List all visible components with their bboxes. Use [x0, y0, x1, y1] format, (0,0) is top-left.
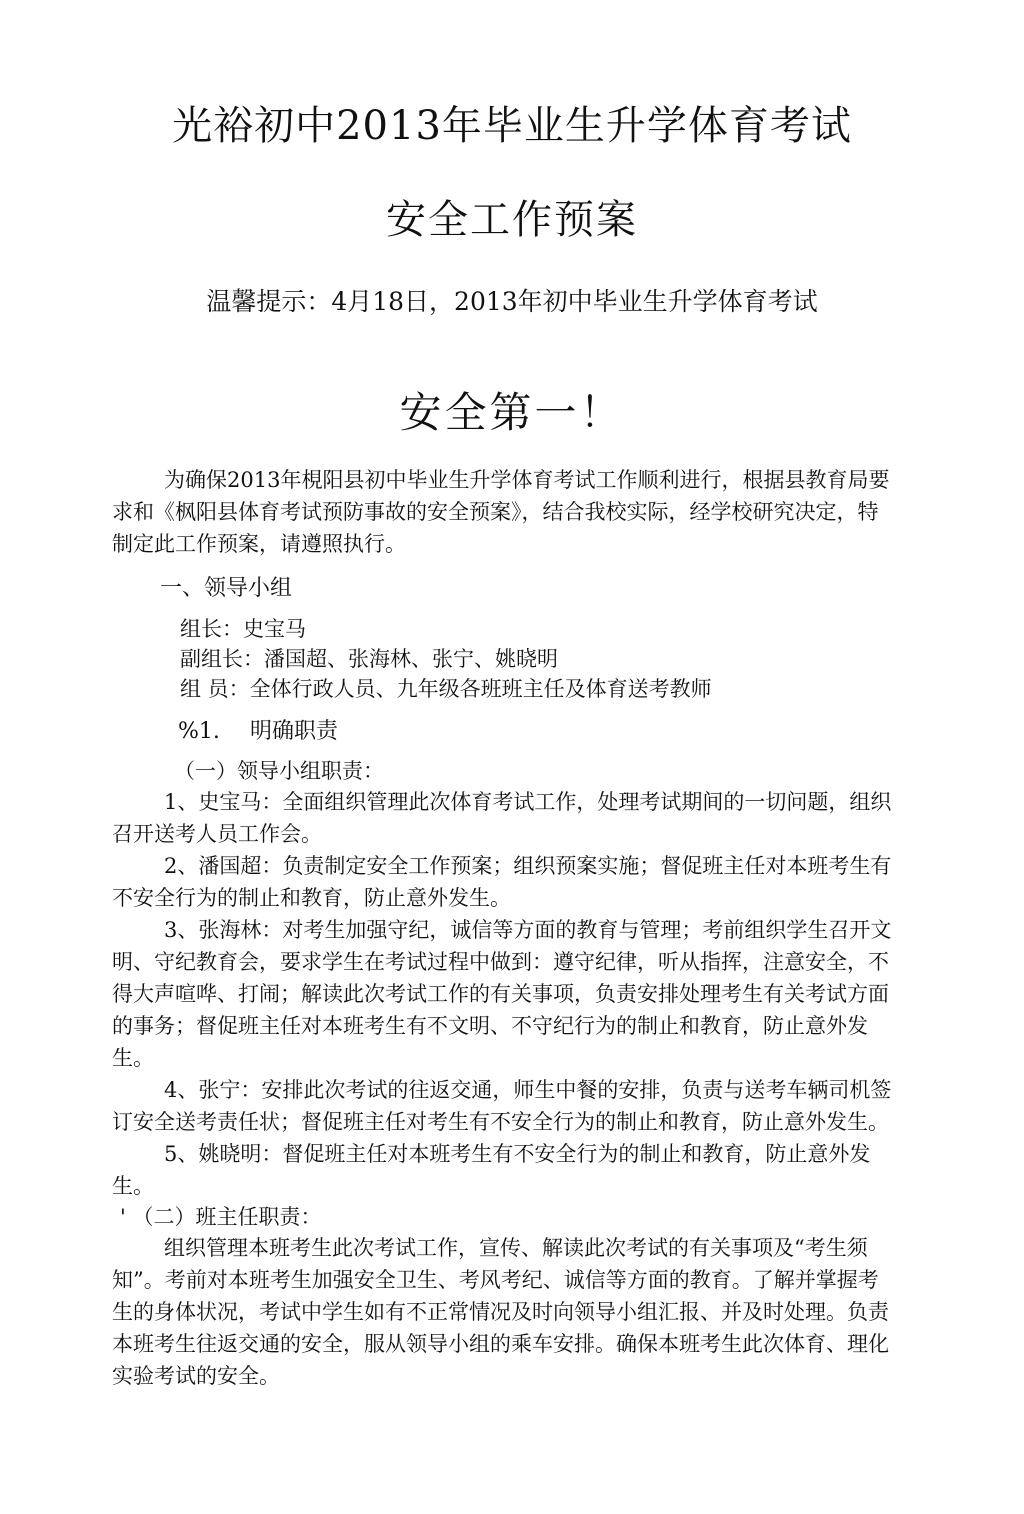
reminder-line: 温馨提示：4月18日，2013年初中毕业生升学体育考试 [206, 287, 818, 316]
members-line: 组 员：全体行政人员、九年级各班班主任及体育送考教师 [180, 677, 712, 701]
teacher-duties-text: 组织管理本班考生此次考试工作，宣传、解读此次考试的有关事项及“考生须知”。考前对本班考生加强安全卫生、考风考纪、诚信等方面的教育。了解并掌握考生的身体状况，考试中学生如有不正常情况及时向领导小组汇报、并及时处理。负责本班考生往返交通的安全，服从领导小组的乘车安排。确保本班考生此次体育、理化实验考试的安全。 [112, 1236, 889, 1388]
teacher-duties-heading: ' （二）班主任职责： [120, 1205, 322, 1229]
document-body [112, 464, 892, 1392]
title-line-2: 安全工作预案 [386, 197, 638, 243]
intro-paragraph: 为确保2013年梘阳县初中毕业生升学体育考试工作顺利进行，根据县教育局要求和《枫阳县体育考试预防事故的安全预案》，结合我校实际，经学校研究决定，特制定此工作预案，请遵照执行。 [112, 468, 890, 556]
slogan: 安全第一！ [399, 388, 625, 437]
section-heading-duties [112, 714, 892, 750]
duty-item: 5、姚晓明：督促班主任对本班考生有不安全行为的制止和教育，防止意外发生。 [112, 1142, 871, 1198]
duty-item: 2、潘国超：负责制定安全工作预案；组织预案实施；督促班主任对本班考生有不安全行为的制止和教育，防止意外发生。 [112, 854, 892, 910]
duty-item: 4、张宁：安排此次考试的往返交通，师生中餐的安排，负责与送考车辆司机签订安全送考责任状；督促班主任对考生有不安全行为的制止和教育，防止意外发生。 [112, 1078, 892, 1134]
section-title: 明确职责 [250, 719, 339, 744]
duty-item: 3、张海林：对考生加强守纪，诚信等方面的教育与管理；考前组织学生召开文明、守纪教育会，要求学生在考试过程中做到：遵守纪律，听从指挥，注意安全，不得大声喧哗、打闹；解读此次考试工作的有关事项，负责安排处理考生有关考试方面的事务；督促班主任对本班考生有不文明、不守纪行为的制止和教育，防止意外发生。 [112, 918, 892, 1070]
title-line-1: 光裕初中2013年毕业生升学体育考试 [172, 103, 852, 149]
group-duties-heading: （一）领导小组职责： [174, 759, 384, 783]
leader-line: 组长：史宝马 [180, 617, 306, 641]
section-number: %1. [178, 719, 220, 744]
section-heading-leadership: 一、领导小组 [160, 576, 293, 601]
duty-item: 1、史宝马：全面组织管理此次体育考试工作，处理考试期间的一切问题，组织召开送考人员工作会。 [112, 790, 892, 846]
deputy-line: 副组长：潘国超、张海林、张宁、姚晓明 [180, 647, 558, 671]
